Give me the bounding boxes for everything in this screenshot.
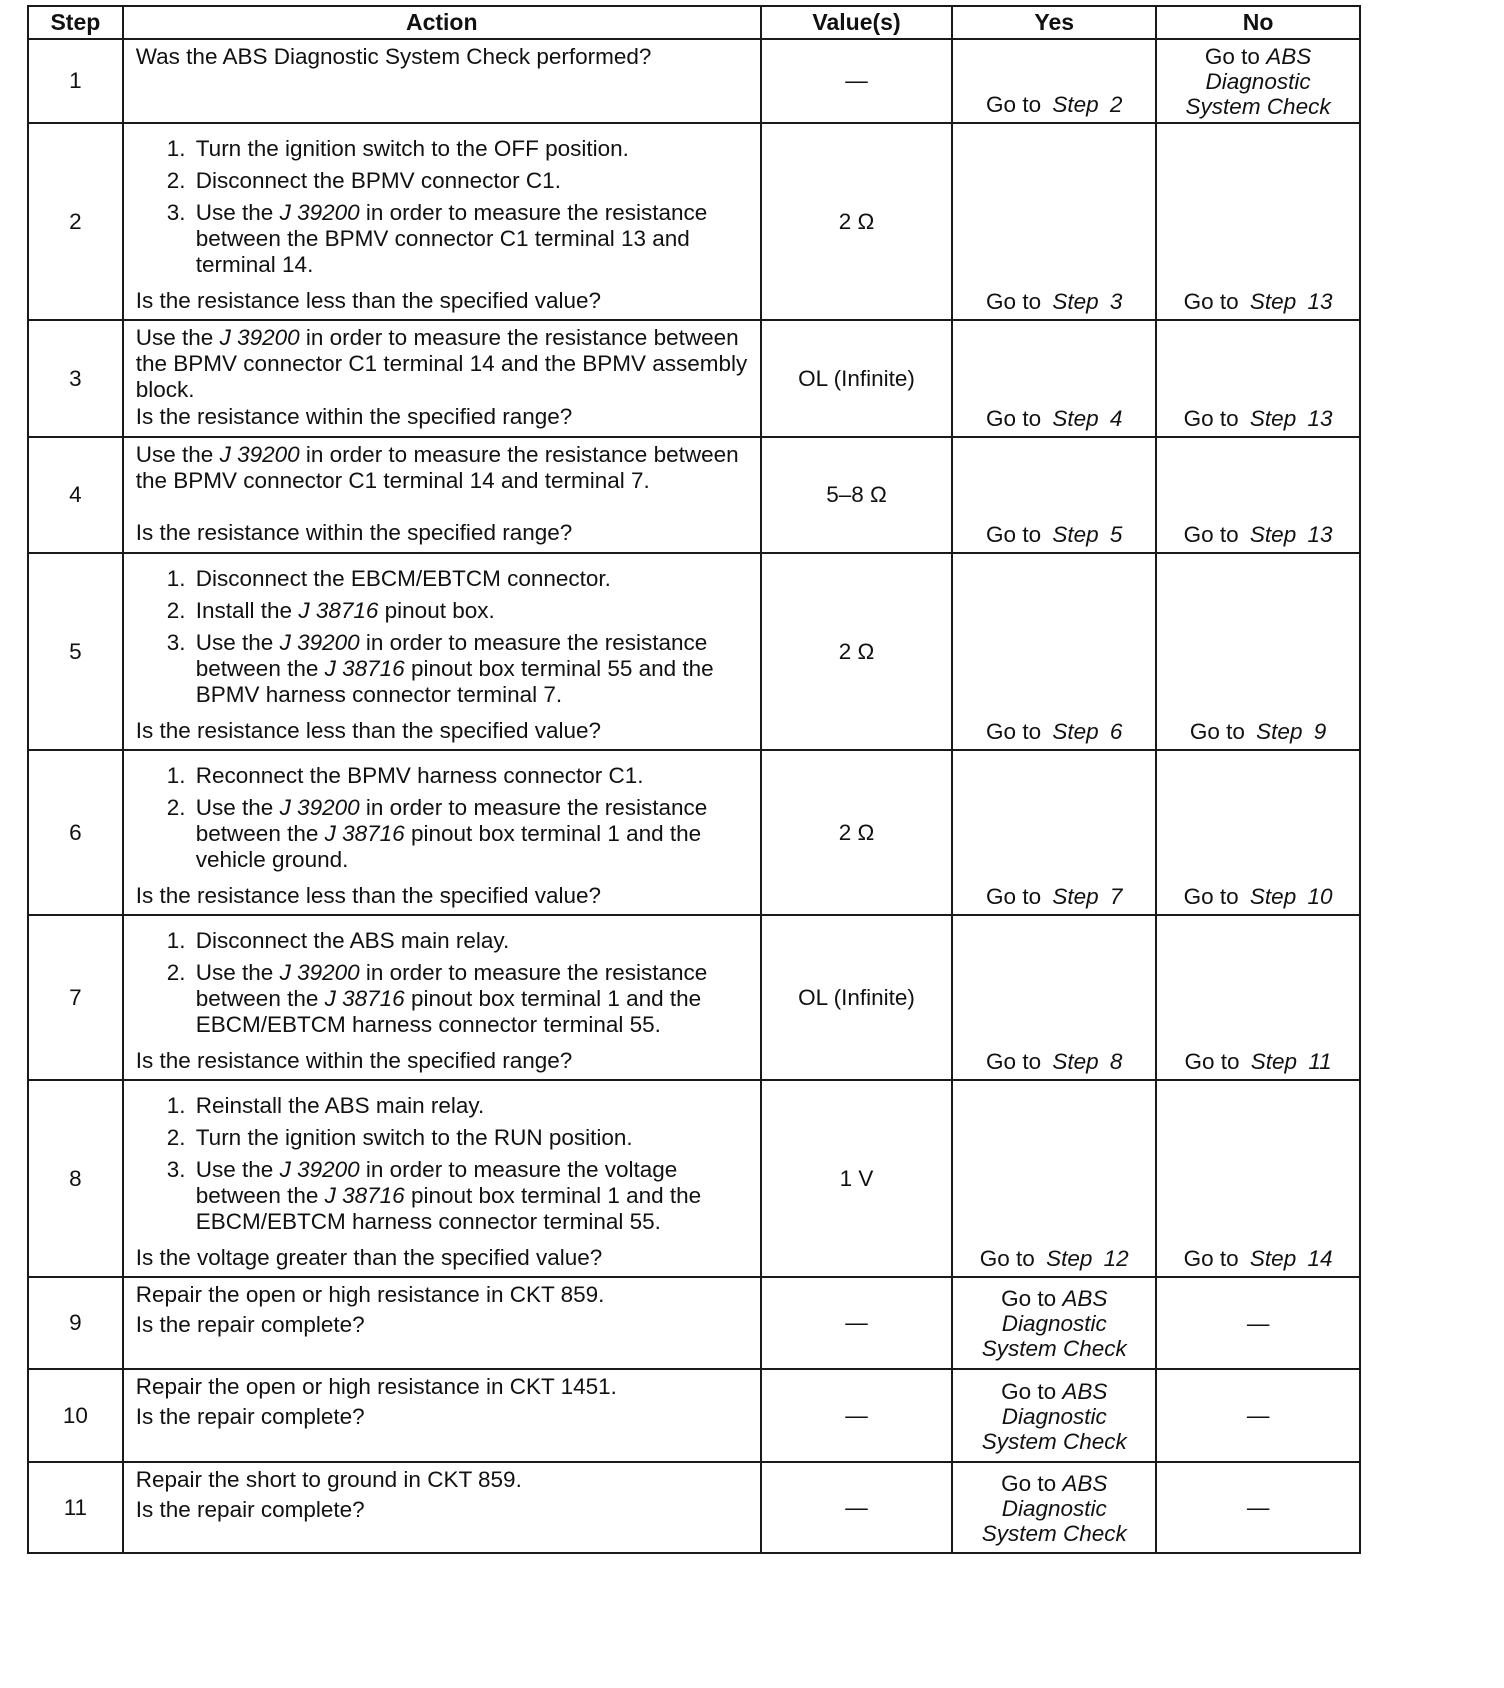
no-goto: [1158, 719, 1358, 745]
action-step-item: [192, 598, 750, 624]
action-text: Disconnect the BPMV connector C1.: [195, 168, 561, 193]
action-cell: [123, 1277, 761, 1369]
action-text: Repair the open or high resistance in CKT 859.: [135, 1282, 605, 1307]
yes-cell: [952, 123, 1156, 320]
tool-number: J 39200: [279, 200, 360, 225]
step-word: Step: [1249, 1246, 1297, 1271]
tool-number: J 39200: [279, 630, 360, 655]
yes-cell: [952, 553, 1156, 750]
step-number: 8: [1109, 1049, 1123, 1074]
table-row: [28, 39, 1360, 123]
step-word: Step: [1052, 719, 1099, 744]
step-number: 5: [1109, 522, 1123, 547]
action-step-item: [192, 1125, 750, 1151]
yes-cell: [952, 1277, 1156, 1369]
goto-line: [1158, 44, 1358, 69]
step-number: 14: [1307, 1246, 1333, 1271]
no-cell: [1156, 750, 1360, 915]
action-text: Disconnect the ABS main relay.: [195, 928, 510, 953]
yes-cell: [952, 1462, 1156, 1553]
action-cell: [123, 1080, 761, 1277]
table-row: [28, 123, 1360, 320]
header-yes: Yes: [952, 6, 1156, 39]
goto-label: Go to: [1183, 406, 1239, 431]
action-step-item: [192, 795, 750, 873]
step-number: 6: [1109, 719, 1123, 744]
yes-cell: [952, 1369, 1156, 1462]
action-step-item: [192, 168, 750, 194]
yes-goto-abs: [954, 1379, 1154, 1454]
step-word: Step: [1250, 1049, 1298, 1074]
goto-label: Go to: [986, 289, 1042, 314]
action-question: Is the resistance less than the specified value?: [135, 288, 602, 313]
action-cell: [123, 1462, 761, 1553]
value-cell: 2 Ω: [761, 750, 953, 915]
action-text: Use the: [135, 442, 220, 467]
goto-label: Go to: [1001, 1378, 1057, 1404]
action-lead: [136, 442, 750, 494]
action-text: Disconnect the EBCM/EBTCM connector.: [195, 566, 611, 591]
no-cell: [1156, 553, 1360, 750]
yes-cell: [952, 437, 1156, 553]
step-number: 10: [1307, 884, 1333, 909]
step-word: Step: [1052, 406, 1099, 431]
action-question: Is the resistance within the specified range?: [135, 404, 573, 429]
value-cell: —: [761, 39, 953, 123]
action-text: Reconnect the BPMV harness connector C1.: [195, 763, 644, 788]
step-number: 13: [1307, 522, 1333, 547]
action-text: Use the: [195, 795, 280, 820]
action-text: pinout box terminal 55 and the BPMV harness connector terminal 7.: [195, 656, 714, 707]
table-row: [28, 915, 1360, 1080]
action-text: in order to measure the resistance between the BPMV connector C1 terminal 14 and terminal 7.: [135, 442, 739, 493]
yes-cell: [952, 320, 1156, 437]
step-number-cell: 5: [28, 553, 123, 750]
table-row: [28, 1369, 1360, 1462]
step-number: 9: [1313, 719, 1327, 744]
abs-word: ABS: [1062, 1286, 1108, 1311]
tool-number: J 38716: [324, 986, 405, 1011]
action-cell: [123, 553, 761, 750]
action-text: Use the: [195, 960, 280, 985]
tool-number: J 39200: [279, 1157, 360, 1182]
step-number: 13: [1307, 406, 1333, 431]
goto-label: Go to: [986, 92, 1042, 117]
no-cell: [1156, 915, 1360, 1080]
value-cell: 2 Ω: [761, 123, 953, 320]
action-text: in order to measure the resistance between the: [195, 960, 708, 1011]
action-lead: [136, 1467, 750, 1493]
table-row: [28, 1277, 1360, 1369]
value-cell: —: [761, 1277, 953, 1369]
action-text: pinout box terminal 1 and the EBCM/EBTCM harness connector terminal 55.: [195, 986, 702, 1037]
action-step-item: [192, 200, 750, 278]
action-text: in order to measure the resistance between the BPMV connector C1 terminal 14 and the BPMV assembly block.: [135, 325, 748, 402]
action-question: Is the resistance less than the specified value?: [135, 883, 602, 908]
goto-label: Go to: [986, 884, 1042, 909]
abs-system-check: System Check: [1185, 94, 1331, 119]
abs-diagnostic: Diagnostic: [1001, 1495, 1107, 1521]
step-number-cell: 7: [28, 915, 123, 1080]
yes-goto: [954, 92, 1154, 118]
no-goto: [1158, 884, 1358, 910]
action-text: Reinstall the ABS main relay.: [195, 1093, 485, 1118]
step-number: 12: [1103, 1246, 1129, 1271]
goto-label: Go to: [986, 719, 1042, 744]
action-step-item: [192, 136, 750, 162]
goto-label: Go to: [1183, 1246, 1239, 1271]
tool-number: J 39200: [219, 442, 300, 467]
action-text: pinout box.: [378, 598, 495, 623]
header-no: No: [1156, 6, 1360, 39]
tool-number: J 39200: [279, 795, 360, 820]
action-text: Repair the short to ground in CKT 859.: [135, 1467, 522, 1492]
no-cell: [1156, 39, 1360, 123]
step-number: 7: [1109, 884, 1123, 909]
abs-diagnostic: Diagnostic: [1001, 1403, 1107, 1429]
action-text: in order to measure the resistance between the: [195, 795, 708, 846]
step-number-cell: 4: [28, 437, 123, 553]
action-question: Is the voltage greater than the specified value?: [135, 1245, 603, 1270]
abs-system-check: System Check: [981, 1428, 1127, 1454]
action-cell: [123, 750, 761, 915]
action-steps-list: [136, 136, 750, 284]
goto-label: Go to: [1204, 44, 1260, 69]
value-cell: 1 V: [761, 1080, 953, 1277]
goto-label: Go to: [986, 1049, 1042, 1074]
action-question: Is the resistance within the specified range?: [135, 1048, 573, 1073]
action-text: Turn the ignition switch to the OFF position.: [195, 136, 629, 161]
action-step-item: [192, 960, 750, 1038]
action-cell: [123, 123, 761, 320]
header-row: [28, 6, 1360, 39]
step-number-cell: 11: [28, 1462, 123, 1553]
no-cell: [1156, 1080, 1360, 1277]
action-lead: [136, 1374, 750, 1400]
table-row: [28, 320, 1360, 437]
table-row: [28, 750, 1360, 915]
action-text: Use the: [195, 1157, 280, 1182]
action-lead: [136, 325, 750, 403]
step-word: Step: [1052, 289, 1099, 314]
no-cell: —: [1156, 1369, 1360, 1462]
action-question: Is the resistance less than the specified value?: [135, 718, 602, 743]
yes-goto: [954, 719, 1154, 745]
action-cell: [123, 1369, 761, 1462]
diagnostic-table: [27, 5, 1361, 1554]
value-cell: 2 Ω: [761, 553, 953, 750]
no-goto: [1158, 1049, 1358, 1075]
yes-cell: [952, 1080, 1156, 1277]
step-number: 11: [1308, 1049, 1332, 1074]
step-word: Step: [1046, 1246, 1093, 1271]
no-cell: —: [1156, 1277, 1360, 1369]
table-row: [28, 1462, 1360, 1553]
action-text: Use the: [195, 630, 280, 655]
goto-label: Go to: [1189, 719, 1245, 744]
abs-diagnostic: Diagnostic: [1205, 69, 1311, 94]
yes-goto-abs: [954, 1471, 1154, 1546]
goto-label: Go to: [1001, 1470, 1057, 1496]
yes-goto: [954, 1049, 1154, 1075]
step-word: Step: [1249, 406, 1297, 431]
step-word: Step: [1249, 289, 1297, 314]
tool-number: J 38716: [324, 821, 405, 846]
no-goto-abs: [1158, 44, 1358, 119]
action-step-item: [192, 630, 750, 708]
value-cell: —: [761, 1369, 953, 1462]
goto-line: [954, 1379, 1154, 1404]
abs-diagnostic: Diagnostic: [1001, 1311, 1107, 1336]
no-goto: [1158, 522, 1358, 548]
tool-number: J 38716: [298, 598, 379, 623]
action-text: Install the: [195, 598, 299, 623]
step-number-cell: 9: [28, 1277, 123, 1369]
table-row: [28, 437, 1360, 553]
no-cell: [1156, 123, 1360, 320]
yes-cell: [952, 915, 1156, 1080]
action-text: pinout box terminal 1 and the EBCM/EBTCM harness connector terminal 55.: [195, 1183, 702, 1234]
value-cell: 5–8 Ω: [761, 437, 953, 553]
abs-system-check: System Check: [981, 1336, 1127, 1361]
goto-label: Go to: [979, 1246, 1035, 1271]
goto-line: [954, 1286, 1154, 1311]
action-steps-list: [136, 763, 750, 879]
value-cell: OL (Infinite): [761, 915, 953, 1080]
step-number-cell: 6: [28, 750, 123, 915]
table-row: [28, 1080, 1360, 1277]
goto-label: Go to: [1183, 289, 1239, 314]
action-cell: [123, 915, 761, 1080]
action-step-item: [192, 763, 750, 789]
action-steps-list: [136, 1093, 750, 1241]
yes-cell: [952, 750, 1156, 915]
goto-line: [954, 1471, 1154, 1496]
value-cell: —: [761, 1462, 953, 1553]
step-word: Step: [1256, 719, 1303, 744]
step-word: Step: [1249, 884, 1297, 909]
action-text: in order to measure the resistance between the BPMV connector C1 terminal 13 and terminal 14.: [195, 200, 708, 277]
no-cell: [1156, 437, 1360, 553]
header-values: Value(s): [761, 6, 953, 39]
action-text: Repair the open or high resistance in CKT 1451.: [135, 1374, 617, 1399]
goto-label: Go to: [1184, 1049, 1240, 1074]
action-cell: [123, 437, 761, 553]
action-steps-list: [136, 566, 750, 714]
step-number: 4: [1109, 406, 1123, 431]
action-text: Use the: [135, 325, 220, 350]
step-word: Step: [1249, 522, 1297, 547]
yes-goto: [954, 406, 1154, 432]
yes-cell: [952, 39, 1156, 123]
action-text: in order to measure the voltage between the: [195, 1157, 678, 1208]
action-step-item: [192, 1157, 750, 1235]
tool-number: J 39200: [219, 325, 300, 350]
goto-label: Go to: [986, 406, 1042, 431]
header-step: Step: [28, 6, 123, 39]
action-step-item: [192, 566, 750, 592]
abs-word: ABS: [1062, 1470, 1108, 1496]
step-word: Step: [1052, 522, 1099, 547]
action-lead: [136, 1282, 750, 1308]
header-action: Action: [123, 6, 761, 39]
action-text: in order to measure the resistance between the: [195, 630, 708, 681]
yes-goto-abs: [954, 1286, 1154, 1361]
yes-goto: [954, 289, 1154, 315]
no-goto: [1158, 406, 1358, 432]
abs-word: ABS: [1266, 44, 1312, 69]
abs-word: ABS: [1062, 1378, 1108, 1404]
action-question: Is the repair complete?: [135, 1497, 365, 1522]
goto-label: Go to: [1001, 1286, 1057, 1311]
yes-goto: [954, 1246, 1154, 1272]
yes-goto: [954, 884, 1154, 910]
no-goto: [1158, 1246, 1358, 1272]
table-row: [28, 553, 1360, 750]
action-question: Is the repair complete?: [135, 1312, 365, 1337]
action-step-item: [192, 1093, 750, 1119]
no-cell: [1156, 320, 1360, 437]
action-text: pinout box terminal 1 and the vehicle ground.: [195, 821, 702, 872]
step-number: 3: [1109, 289, 1123, 314]
action-question: Is the repair complete?: [135, 1404, 365, 1429]
no-goto: [1158, 289, 1358, 315]
goto-label: Go to: [1183, 522, 1239, 547]
step-number-cell: 10: [28, 1369, 123, 1462]
step-number-cell: 2: [28, 123, 123, 320]
step-word: Step: [1052, 1049, 1099, 1074]
action-cell: [123, 39, 761, 123]
action-question: Was the ABS Diagnostic System Check performed?: [135, 44, 652, 69]
step-number: 2: [1109, 92, 1123, 117]
step-word: Step: [1052, 884, 1099, 909]
action-question: Is the resistance within the specified range?: [135, 520, 573, 545]
goto-label: Go to: [986, 522, 1042, 547]
step-word: Step: [1052, 92, 1099, 117]
step-number: 13: [1307, 289, 1333, 314]
tool-number: J 39200: [279, 960, 360, 985]
tool-number: J 38716: [324, 656, 405, 681]
step-number-cell: 1: [28, 39, 123, 123]
action-text: Turn the ignition switch to the RUN position.: [195, 1125, 633, 1150]
tool-number: J 38716: [324, 1183, 405, 1208]
action-steps-list: [136, 928, 750, 1044]
value-cell: OL (Infinite): [761, 320, 953, 437]
yes-goto: [954, 522, 1154, 548]
step-number-cell: 8: [28, 1080, 123, 1277]
action-cell: [123, 320, 761, 437]
no-cell: —: [1156, 1462, 1360, 1553]
action-text: Use the: [195, 200, 280, 225]
abs-system-check: System Check: [981, 1520, 1127, 1546]
action-step-item: [192, 928, 750, 954]
goto-label: Go to: [1183, 884, 1239, 909]
step-number-cell: 3: [28, 320, 123, 437]
